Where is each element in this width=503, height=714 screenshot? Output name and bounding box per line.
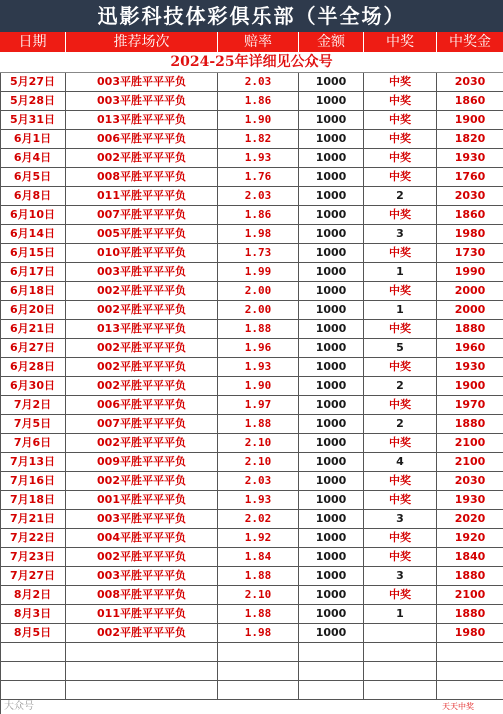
date-cell: 7月16日 — [0, 472, 66, 490]
date-cell: 6月18日 — [0, 282, 66, 300]
subtitle-banner: 2024-25年详细见公众号 — [0, 52, 503, 73]
table-row — [0, 339, 503, 358]
odds-cell: 1.76 — [218, 168, 299, 186]
win-cell: 3 — [364, 510, 437, 528]
prize-cell: 2030 — [454, 189, 486, 202]
pick-cell: 010平胜平平平负 — [66, 244, 218, 262]
table-row — [0, 548, 503, 567]
win-cell: 中奖 — [364, 130, 437, 148]
pick-cell: 013平胜平平平负 — [66, 320, 218, 338]
win-cell: 中奖 — [364, 548, 437, 566]
prize-cell: 1930 — [454, 360, 486, 373]
pick-cell: 002平胜平平平负 — [66, 339, 218, 357]
pick-cell — [66, 643, 218, 661]
header-prize: 中奖金 — [449, 34, 491, 50]
prize-cell: 1990 — [454, 265, 486, 278]
date-cell: 6月1日 — [0, 130, 66, 148]
pick-cell: 006平胜平平平负 — [66, 130, 218, 148]
amount-cell: 1000 — [299, 529, 364, 547]
prize-cell: 1880 — [454, 417, 486, 430]
date-cell: 6月10日 — [0, 206, 66, 224]
prize-cell: 1880 — [454, 569, 486, 582]
table-row — [0, 434, 503, 453]
prize-cell: 2100 — [454, 436, 486, 449]
table-row — [0, 491, 503, 510]
date-cell: 6月30日 — [0, 377, 66, 395]
pick-cell: 011平胜平平平负 — [66, 187, 218, 205]
odds-cell: 2.10 — [218, 586, 299, 604]
odds-cell: 1.84 — [218, 548, 299, 566]
amount-cell: 1000 — [299, 282, 364, 300]
amount-cell: 1000 — [299, 73, 364, 91]
pick-cell: 002平胜平平平负 — [66, 358, 218, 376]
odds-cell: 2.00 — [218, 282, 299, 300]
prize-cell: 2100 — [454, 588, 486, 601]
amount-cell: 1000 — [299, 225, 364, 243]
header-pick: 推荐场次 — [66, 32, 218, 52]
odds-cell: 1.98 — [218, 225, 299, 243]
date-cell — [0, 662, 66, 680]
odds-cell: 1.96 — [218, 339, 299, 357]
table-row — [0, 567, 503, 586]
pick-cell: 003平胜平平平负 — [66, 73, 218, 91]
header-win: 中奖 — [364, 32, 437, 52]
date-cell: 5月27日 — [0, 73, 66, 91]
date-cell: 6月15日 — [0, 244, 66, 262]
win-cell: 中奖 — [364, 111, 437, 129]
amount-cell — [299, 662, 364, 680]
win-cell: 中奖 — [364, 244, 437, 262]
odds-cell: 2.02 — [218, 510, 299, 528]
win-cell — [364, 643, 437, 661]
pick-cell: 002平胜平平平负 — [66, 472, 218, 490]
table-row — [0, 92, 503, 111]
prize-cell: 2100 — [454, 455, 486, 468]
pick-cell: 002平胜平平平负 — [66, 624, 218, 642]
date-cell: 7月13日 — [0, 453, 66, 471]
amount-cell: 1000 — [299, 358, 364, 376]
pick-cell: 005平胜平平平负 — [66, 225, 218, 243]
win-cell: 2 — [364, 415, 437, 433]
date-cell: 6月14日 — [0, 225, 66, 243]
win-cell: 中奖 — [364, 529, 437, 547]
prize-cell: 2030 — [454, 75, 486, 88]
pick-cell: 002平胜平平平负 — [66, 149, 218, 167]
prize-cell: 1860 — [454, 208, 486, 221]
win-cell: 4 — [364, 453, 437, 471]
odds-cell: 1.90 — [218, 377, 299, 395]
odds-cell: 1.98 — [218, 624, 299, 642]
pick-cell: 002平胜平平平负 — [66, 434, 218, 452]
table-row — [0, 396, 503, 415]
prize-cell: 1840 — [454, 550, 486, 563]
date-cell: 8月2日 — [0, 586, 66, 604]
win-cell — [364, 681, 437, 699]
empty-row — [0, 681, 503, 700]
pick-cell: 004平胜平平平负 — [66, 529, 218, 547]
header-amount: 金额 — [299, 32, 364, 52]
prize-cell: 1980 — [454, 227, 486, 240]
amount-cell — [299, 681, 364, 699]
prize-cell: 1730 — [454, 246, 486, 259]
odds-cell: 1.88 — [218, 415, 299, 433]
date-cell: 7月27日 — [0, 567, 66, 585]
win-cell: 中奖 — [364, 282, 437, 300]
page-title: 迅影科技体彩俱乐部（半全场） — [0, 0, 503, 32]
table-row — [0, 130, 503, 149]
table-row — [0, 244, 503, 263]
table-row — [0, 73, 503, 92]
amount-cell: 1000 — [299, 187, 364, 205]
date-cell: 6月4日 — [0, 149, 66, 167]
table-row — [0, 263, 503, 282]
date-cell: 7月21日 — [0, 510, 66, 528]
table-row — [0, 320, 503, 339]
pick-cell: 013平胜平平平负 — [66, 111, 218, 129]
win-cell: 1 — [364, 263, 437, 281]
odds-cell: 1.86 — [218, 206, 299, 224]
table-row — [0, 301, 503, 320]
table-row — [0, 282, 503, 301]
date-cell: 6月8日 — [0, 187, 66, 205]
pick-cell: 007平胜平平平负 — [66, 206, 218, 224]
amount-cell: 1000 — [299, 206, 364, 224]
win-cell: 2 — [364, 187, 437, 205]
win-cell: 5 — [364, 339, 437, 357]
date-cell: 6月28日 — [0, 358, 66, 376]
prize-cell: 1980 — [454, 626, 486, 639]
prize-cell: 1930 — [454, 493, 486, 506]
odds-cell: 1.90 — [218, 111, 299, 129]
date-cell: 6月21日 — [0, 320, 66, 338]
date-cell: 6月27日 — [0, 339, 66, 357]
odds-cell — [218, 681, 299, 699]
table-row — [0, 415, 503, 434]
amount-cell: 1000 — [299, 92, 364, 110]
odds-cell: 2.10 — [218, 434, 299, 452]
odds-cell: 1.82 — [218, 130, 299, 148]
prize-cell: 1960 — [454, 341, 486, 354]
empty-row — [0, 662, 503, 681]
amount-cell: 1000 — [299, 396, 364, 414]
odds-cell: 1.88 — [218, 320, 299, 338]
win-cell: 中奖 — [364, 320, 437, 338]
date-cell: 5月28日 — [0, 92, 66, 110]
date-cell: 8月3日 — [0, 605, 66, 623]
prize-cell: 1880 — [454, 322, 486, 335]
odds-cell: 1.86 — [218, 92, 299, 110]
pick-cell — [66, 681, 218, 699]
amount-cell: 1000 — [299, 111, 364, 129]
pick-cell: 008平胜平平平负 — [66, 586, 218, 604]
amount-cell: 1000 — [299, 567, 364, 585]
amount-cell: 1000 — [299, 491, 364, 509]
pick-cell: 011平胜平平平负 — [66, 605, 218, 623]
amount-cell: 1000 — [299, 548, 364, 566]
odds-cell: 1.88 — [218, 605, 299, 623]
date-cell: 7月6日 — [0, 434, 66, 452]
prize-cell: 2000 — [454, 284, 486, 297]
amount-cell: 1000 — [299, 605, 364, 623]
pick-cell: 008平胜平平平负 — [66, 168, 218, 186]
pick-cell: 003平胜平平平负 — [66, 263, 218, 281]
pick-cell: 002平胜平平平负 — [66, 548, 218, 566]
pick-cell: 009平胜平平平负 — [66, 453, 218, 471]
odds-cell — [218, 662, 299, 680]
empty-row — [0, 643, 503, 662]
date-cell: 7月22日 — [0, 529, 66, 547]
pick-cell: 003平胜平平平负 — [66, 567, 218, 585]
amount-cell: 1000 — [299, 320, 364, 338]
amount-cell: 1000 — [299, 510, 364, 528]
pick-cell: 003平胜平平平负 — [66, 92, 218, 110]
prize-cell: 2020 — [454, 512, 486, 525]
win-cell: 中奖 — [364, 358, 437, 376]
pick-cell: 007平胜平平平负 — [66, 415, 218, 433]
table-row — [0, 111, 503, 130]
amount-cell: 1000 — [299, 415, 364, 433]
prize-cell — [437, 662, 503, 680]
table-row — [0, 510, 503, 529]
amount-cell: 1000 — [299, 168, 364, 186]
table-row — [0, 472, 503, 491]
date-cell: 7月5日 — [0, 415, 66, 433]
win-cell: 1 — [364, 301, 437, 319]
odds-cell: 1.92 — [218, 529, 299, 547]
date-cell: 5月31日 — [0, 111, 66, 129]
date-cell: 6月17日 — [0, 263, 66, 281]
odds-cell: 1.93 — [218, 491, 299, 509]
pick-cell: 002平胜平平平负 — [66, 282, 218, 300]
win-cell: 中奖 — [364, 168, 437, 186]
prize-cell: 2000 — [454, 303, 486, 316]
date-cell: 7月23日 — [0, 548, 66, 566]
watermark-right: 天天中奖 — [442, 702, 474, 711]
results-table — [0, 73, 503, 700]
header-date: 日期 — [0, 32, 66, 52]
amount-cell: 1000 — [299, 472, 364, 490]
header-odds: 赔率 — [218, 32, 299, 52]
odds-cell: 1.93 — [218, 358, 299, 376]
table-row — [0, 358, 503, 377]
date-cell: 7月18日 — [0, 491, 66, 509]
win-cell: 中奖 — [364, 396, 437, 414]
watermark-left: 大众号 — [4, 701, 34, 712]
table-row — [0, 605, 503, 624]
pick-cell: 002平胜平平平负 — [66, 301, 218, 319]
prize-cell: 1930 — [454, 151, 486, 164]
win-cell: 3 — [364, 567, 437, 585]
odds-cell — [218, 643, 299, 661]
amount-cell: 1000 — [299, 263, 364, 281]
table-row — [0, 377, 503, 396]
date-cell: 6月5日 — [0, 168, 66, 186]
pick-cell: 006平胜平平平负 — [66, 396, 218, 414]
odds-cell: 1.99 — [218, 263, 299, 281]
odds-cell: 2.03 — [218, 73, 299, 91]
pick-cell: 002平胜平平平负 — [66, 377, 218, 395]
win-cell: 2 — [364, 377, 437, 395]
odds-cell: 2.03 — [218, 187, 299, 205]
table-row — [0, 624, 503, 643]
win-cell: 1 — [364, 605, 437, 623]
amount-cell: 1000 — [299, 586, 364, 604]
win-cell: 中奖 — [364, 586, 437, 604]
amount-cell: 1000 — [299, 244, 364, 262]
amount-cell: 1000 — [299, 149, 364, 167]
odds-cell: 1.73 — [218, 244, 299, 262]
prize-cell: 1760 — [454, 170, 486, 183]
pick-cell — [66, 662, 218, 680]
amount-cell: 1000 — [299, 434, 364, 452]
amount-cell: 1000 — [299, 624, 364, 642]
win-cell: 中奖 — [364, 472, 437, 490]
prize-cell: 1860 — [454, 94, 486, 107]
win-cell: 3 — [364, 225, 437, 243]
prize-cell: 1820 — [454, 132, 486, 145]
table-header — [0, 32, 503, 52]
prize-cell: 2030 — [454, 474, 486, 487]
table-row — [0, 529, 503, 548]
amount-cell: 1000 — [299, 453, 364, 471]
odds-cell: 1.88 — [218, 567, 299, 585]
odds-cell: 2.03 — [218, 472, 299, 490]
table-row — [0, 206, 503, 225]
win-cell: 中奖 — [364, 73, 437, 91]
win-cell — [364, 624, 437, 642]
prize-cell: 1920 — [454, 531, 486, 544]
odds-cell: 2.10 — [218, 453, 299, 471]
odds-cell: 1.97 — [218, 396, 299, 414]
odds-cell: 1.93 — [218, 149, 299, 167]
date-cell — [0, 643, 66, 661]
win-cell: 中奖 — [364, 206, 437, 224]
date-cell: 8月5日 — [0, 624, 66, 642]
amount-cell: 1000 — [299, 377, 364, 395]
prize-cell: 1880 — [454, 607, 486, 620]
amount-cell — [299, 643, 364, 661]
amount-cell: 1000 — [299, 130, 364, 148]
win-cell: 中奖 — [364, 149, 437, 167]
prize-cell — [437, 643, 503, 661]
prize-cell — [437, 681, 503, 699]
date-cell: 7月2日 — [0, 396, 66, 414]
win-cell — [364, 662, 437, 680]
table-row — [0, 225, 503, 244]
prize-cell: 1900 — [454, 379, 486, 392]
prize-cell: 1900 — [454, 113, 486, 126]
amount-cell: 1000 — [299, 339, 364, 357]
table-row — [0, 187, 503, 206]
table-row — [0, 586, 503, 605]
pick-cell: 003平胜平平平负 — [66, 510, 218, 528]
odds-cell: 2.00 — [218, 301, 299, 319]
pick-cell: 001平胜平平平负 — [66, 491, 218, 509]
table-row — [0, 149, 503, 168]
table-left-border — [0, 73, 1, 714]
date-cell: 6月20日 — [0, 301, 66, 319]
win-cell: 中奖 — [364, 491, 437, 509]
win-cell: 中奖 — [364, 92, 437, 110]
prize-cell: 1970 — [454, 398, 486, 411]
amount-cell: 1000 — [299, 301, 364, 319]
table-row — [0, 453, 503, 472]
win-cell: 中奖 — [364, 434, 437, 452]
table-row — [0, 168, 503, 187]
